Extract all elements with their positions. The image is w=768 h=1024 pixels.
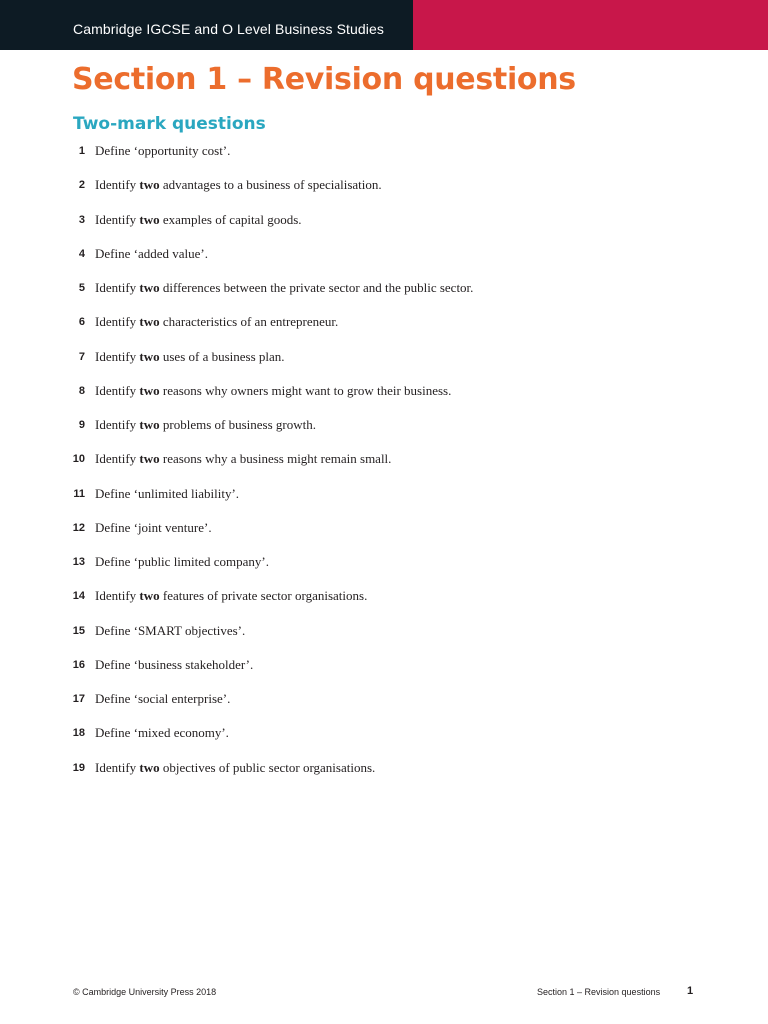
- question-item: [0, 690, 768, 724]
- question-item: [0, 759, 768, 793]
- question-text: Define ‘opportunity cost’.: [95, 143, 231, 158]
- question-number: 18: [72, 727, 85, 740]
- section-title: Section 1 – Revision questions: [72, 62, 576, 97]
- question-number: 13: [72, 556, 85, 568]
- question-text: Identify two differences between the private sector and the public sector.: [95, 280, 474, 295]
- question-number: 10: [72, 453, 85, 466]
- question-item: [0, 245, 768, 279]
- question-text: Identify two reasons why owners might want to grow their business.: [95, 382, 452, 398]
- question-number: 9: [78, 419, 85, 431]
- question-number: 2: [78, 179, 85, 192]
- question-text: Identify two advantages to a business of specialisation.: [95, 177, 382, 193]
- question-number: 16: [72, 658, 85, 671]
- header-accent-band: [413, 0, 768, 50]
- question-item: [0, 485, 768, 519]
- question-number: 8: [78, 384, 85, 397]
- question-number: 14: [72, 590, 85, 603]
- question-text: Define ‘social enterprise’.: [95, 691, 231, 706]
- question-text: Identify two uses of a business plan.: [95, 348, 285, 364]
- question-number: 3: [78, 213, 85, 226]
- question-text: Define ‘added value’.: [95, 245, 208, 261]
- question-item: [0, 553, 768, 587]
- question-text: Define ‘public limited company’.: [95, 554, 270, 569]
- question-item: [0, 176, 768, 210]
- question-item: [0, 348, 768, 382]
- question-number: 7: [78, 350, 85, 363]
- question-item: [0, 382, 768, 416]
- question-text: Define ‘SMART objectives’.: [95, 622, 246, 638]
- question-item: [0, 416, 768, 450]
- question-item: [0, 211, 768, 245]
- question-item: [0, 587, 768, 621]
- footer-copyright: © Cambridge University Press 2018: [73, 987, 217, 997]
- question-text: Define ‘mixed economy’.: [95, 725, 229, 741]
- question-text: Define ‘unlimited liability’.: [95, 485, 240, 501]
- question-item: [0, 313, 768, 347]
- question-text: Identify two examples of capital goods.: [95, 211, 302, 227]
- question-number: 17: [72, 693, 85, 705]
- question-number: 15: [72, 624, 85, 637]
- question-number: 1: [78, 145, 85, 157]
- question-number: 6: [78, 316, 85, 329]
- question-item: [0, 519, 768, 553]
- subsection-title: Two-mark questions: [73, 114, 266, 134]
- question-text: Define ‘joint venture’.: [95, 519, 212, 535]
- question-item: [0, 724, 768, 758]
- question-text: Define ‘business stakeholder’.: [95, 656, 254, 672]
- question-text: Identify two features of private sector organisations.: [95, 588, 368, 604]
- question-text: Identify two reasons why a business might remain small.: [95, 451, 392, 467]
- page-header: [0, 0, 768, 50]
- question-item: [0, 142, 768, 176]
- question-item: [0, 279, 768, 313]
- question-number: 12: [72, 521, 85, 534]
- question-number: 11: [73, 487, 85, 500]
- question-number: 19: [72, 761, 85, 774]
- question-text: Identify two characteristics of an entrepreneur.: [95, 314, 339, 330]
- footer-page-number: 1: [687, 985, 694, 997]
- question-item: [0, 656, 768, 690]
- question-number: 5: [78, 282, 85, 294]
- question-text: Identify two problems of business growth.: [95, 417, 316, 432]
- question-item: [0, 450, 768, 484]
- question-list: [0, 142, 768, 793]
- question-item: [0, 622, 768, 656]
- question-number: 4: [78, 247, 85, 260]
- question-text: Identify two objectives of public sector organisations.: [95, 759, 376, 775]
- header-title: Cambridge IGCSE and O Level Business Studies: [73, 21, 384, 37]
- footer-section-label: Section 1 – Revision questions: [537, 987, 661, 997]
